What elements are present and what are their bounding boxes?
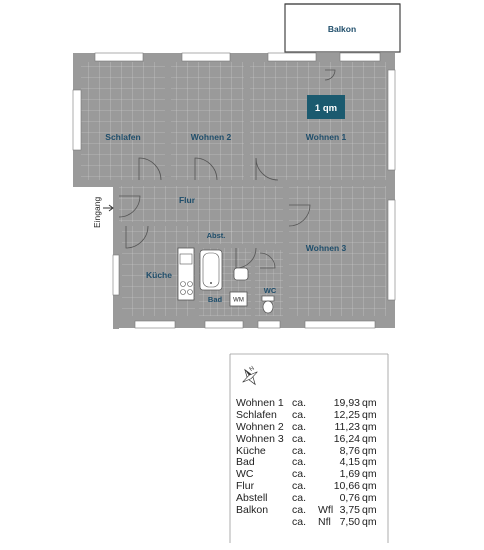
area-value: 19,93 [333,397,360,409]
area-unit: qm [362,492,377,505]
area-unit: qm [362,432,377,445]
area-ca: ca. [292,420,307,433]
compass-icon [237,364,262,389]
room-label-wohnen1: Wohnen 1 [305,132,347,142]
area-ca: ca. [292,444,307,457]
area-room-name: Wohnen 2 [236,420,284,433]
area-ca: ca. [292,480,307,493]
area-table-row [234,434,384,446]
area-unit: qm [362,515,377,528]
compass-label: N [248,365,256,374]
area-ca: ca. [292,515,307,528]
area-unit: qm [362,420,377,433]
room-label-wm: WM [233,297,244,304]
area-value: 12,25 [333,408,360,421]
area-table-row [234,410,384,422]
room-label-wohnen3: Wohnen 3 [305,243,347,253]
area-value: 10,66 [333,480,360,493]
area-ca: ca. [292,408,307,421]
area-room-name: Abstell [236,492,268,505]
room-label-balkon: Balkon [327,24,357,34]
toilet [262,296,274,313]
room-label-wohnen2: Wohnen 2 [190,132,232,142]
area-room-name: Bad [236,456,255,469]
area-value: 16,24 [333,432,360,445]
area-room-name: Wohnen 1 [236,397,284,409]
area-room-name: WC [236,468,254,481]
kitchen-counter [178,248,194,300]
area-table-row [234,517,384,529]
room-label-flur: Flur [178,195,196,205]
area-unit: qm [362,480,377,493]
area-ca: ca. [292,468,307,481]
area-unit: qm [362,468,377,481]
area-ca: ca. [292,456,307,469]
area-value: 1,69 [339,468,360,481]
area-unit: qm [362,408,377,421]
washbasin [234,268,248,280]
area-value: 11,23 [334,420,360,433]
area-prefix: Wfl [318,504,334,517]
area-value: 7,50 [339,515,360,528]
area-room-name: Schlafen [236,408,277,421]
scale-legend [307,95,345,119]
area-ca: ca. [292,397,307,409]
area-room-name: Küche [236,444,266,457]
entrance-label: Eingang [92,196,102,228]
room-label-wc: WC [263,286,277,295]
scale-legend-label: 1 qm [314,103,338,114]
area-unit: qm [362,504,377,517]
room-label-schlafen: Schlafen [105,132,141,142]
area-table [234,398,384,529]
area-room-name: Flur [236,480,255,493]
room-label-bad: Bad [207,295,223,304]
room-label-kueche: Küche [146,270,172,280]
bathtub [200,250,222,290]
area-value: 3,75 [339,504,360,517]
area-room-name: Wohnen 3 [236,432,284,445]
room-label-abstell: Abst. [206,231,226,240]
area-ca: ca. [292,492,307,505]
area-table-row [234,422,384,434]
area-unit: qm [362,444,377,457]
area-ca: ca. [292,504,307,517]
area-unit: qm [362,456,377,469]
area-unit: qm [362,397,377,409]
area-prefix: Nfl [318,515,331,528]
area-value: 8,76 [339,444,360,457]
area-value: 4,15 [339,456,360,469]
area-room-name: Balkon [236,504,269,517]
area-value: 0,76 [339,492,360,505]
area-ca: ca. [292,432,307,445]
